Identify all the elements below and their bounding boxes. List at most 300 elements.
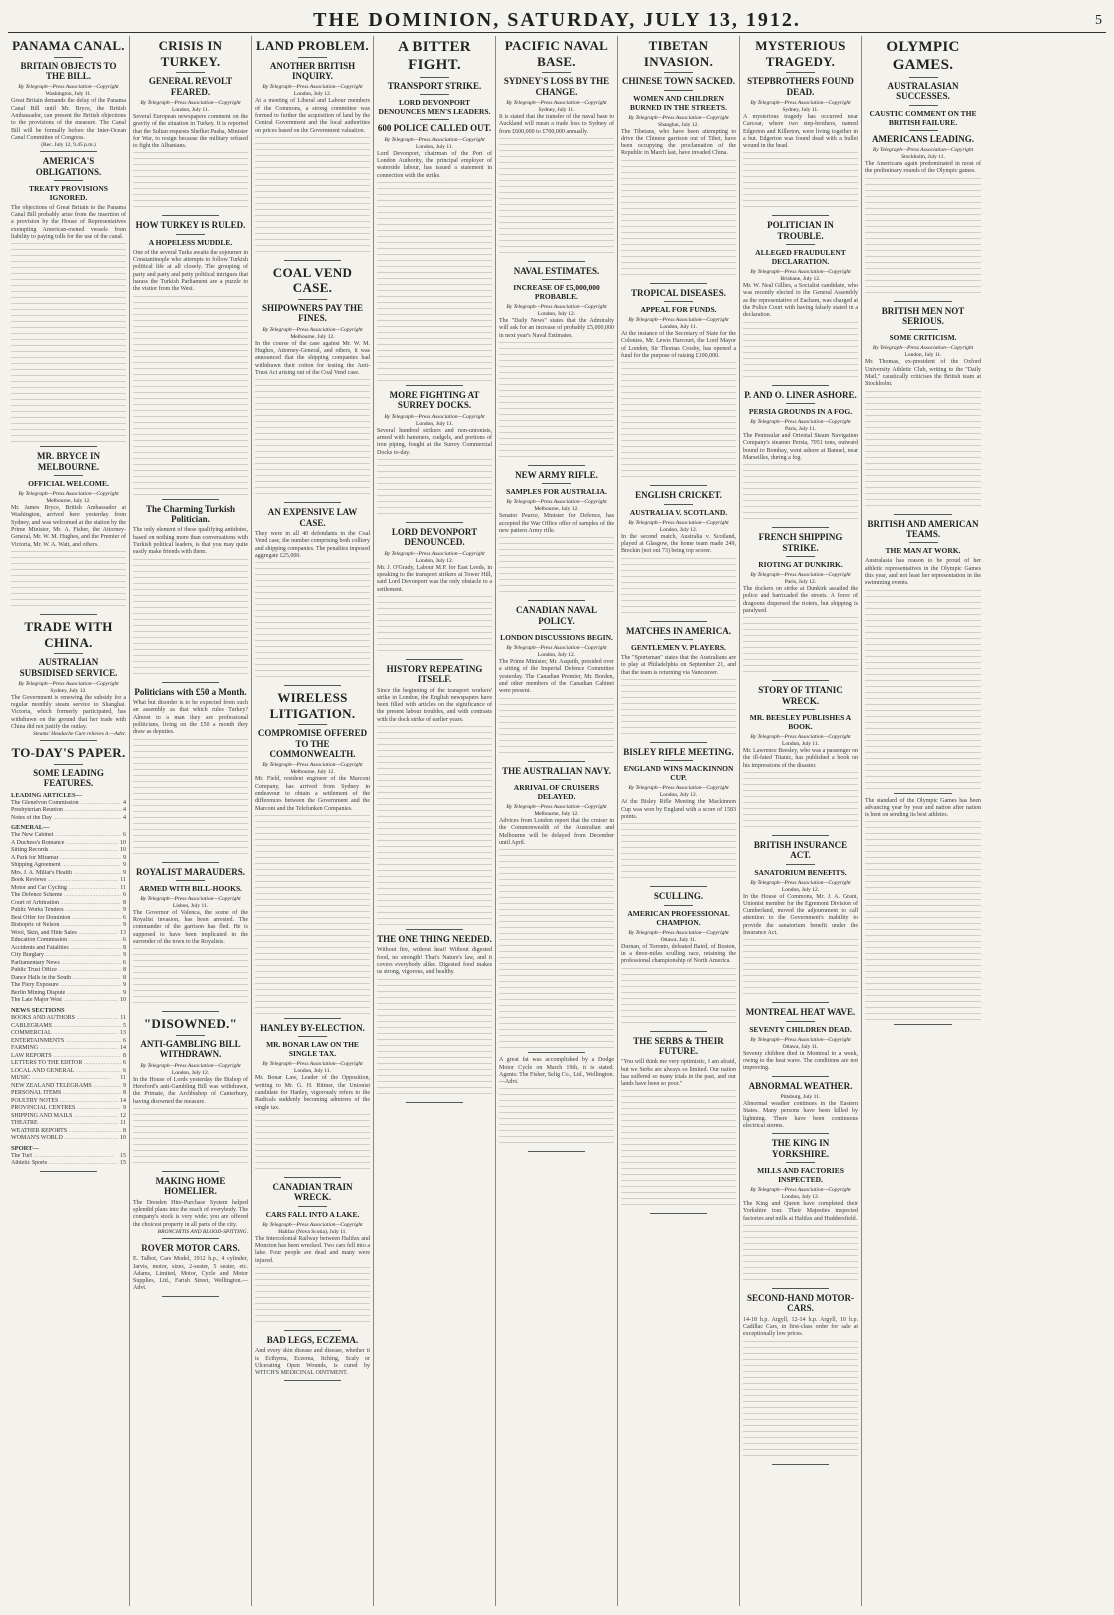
- byline: By Telegraph—Press Association—Copyright: [262, 84, 363, 91]
- dateline: Melbourne, July 12.: [46, 498, 91, 505]
- article-divider: [284, 1330, 342, 1331]
- article-body: The Tibetans, who have been attempting to drive the Chinese garrison out of Tibet, have been occupying the proclamation of the Republic in March last, have invaded China.: [621, 128, 736, 157]
- contents-item-page: 8: [123, 899, 126, 906]
- subheadline: P. AND O. LINER ASHORE.: [744, 389, 857, 400]
- subheadline: LORD DEVONPORT DENOUNCED.: [391, 526, 478, 548]
- article-divider: [40, 151, 98, 152]
- column-2: [130, 36, 252, 1606]
- text-lines: [621, 1090, 736, 1210]
- byline: By Telegraph—Press Association—Copyright: [18, 491, 119, 498]
- article-divider: [650, 742, 708, 743]
- divider: [909, 329, 938, 330]
- text-lines: [499, 698, 614, 758]
- headline: MYSTERIOUS TRAGEDY.: [755, 38, 846, 69]
- contents-item-page: 9: [123, 869, 126, 876]
- text-lines: [377, 596, 492, 656]
- byline: By Telegraph—Press Association—Copyright: [750, 269, 851, 276]
- divider: [664, 72, 693, 73]
- divider: [542, 629, 571, 630]
- subheadline: THE KING IN YORKSHIRE.: [771, 1138, 830, 1159]
- contents-item: [11, 982, 126, 990]
- article-body: Lord Devonport, chairman of the Port of London Authority, the principal employer of waterside labour, has issued a statement in connection with the strike.: [377, 150, 492, 179]
- article-divider: [162, 1171, 220, 1172]
- article: [499, 266, 614, 466]
- contents-item: [11, 1135, 126, 1143]
- divider: [786, 1162, 815, 1163]
- contents-section: GENERAL—: [11, 824, 50, 832]
- byline: By Telegraph—Press Association—Copyright: [384, 136, 485, 143]
- contents-item-page: 6: [123, 1037, 126, 1044]
- contents-item: [11, 960, 126, 968]
- article: [499, 605, 614, 761]
- article: [743, 1007, 858, 1076]
- subheadline: NAVAL ESTIMATES.: [513, 265, 600, 276]
- text-lines: [255, 815, 370, 1015]
- byline: By Telegraph—Press Association—Copyright: [140, 1062, 241, 1069]
- byline: By Telegraph—Press Association—Copyright: [262, 326, 363, 333]
- article-divider: [894, 793, 952, 794]
- dateline: Sydney, July 11.: [538, 106, 575, 113]
- advert-line: Steams' Headache Cure relieves it.—Advt.: [32, 731, 126, 738]
- contents-item: [11, 1098, 126, 1106]
- byline: By Telegraph—Press Association—Copyright: [262, 762, 363, 769]
- article-body: The Prime Minister, Mr. Asquith, presided over a sitting of the Imperial Defence Committee yesterday. The Canadian Premier, Mr. Borden, and other members of the Canadian Cabinet were present.: [499, 659, 614, 695]
- article-divider: [162, 1296, 220, 1297]
- subheadline-2: ENGLAND WINS MACKINNON CUP.: [623, 764, 734, 783]
- article-body: The only element of these qualifying antidotes, based on nothing more than conversations with Turkish political leaders, is that you may quite easily make friends with them.: [133, 527, 248, 556]
- article-body: The Americans again predominated in most of the preliminary rounds of the Olympic games.: [865, 161, 981, 175]
- received-tag: (Rec. July 12, 9.45 p.m.): [41, 142, 96, 149]
- article-body: Several European newspapers comment on the gravity of the situation in Turkey. It is reported that the Sultan requests Shefket Pasha, Minister for War, to resign because the military refused to fight the Albanians.: [133, 113, 248, 150]
- article-divider: [406, 659, 464, 660]
- article-body: Mr. Thomas, ex-president of the Oxford University Athletic Club, writing to the "Daily Mail," caustically criticises the British team at Stockholm.: [865, 359, 981, 388]
- dateline: London, July 12.: [781, 886, 820, 893]
- headline: TIBETAN INVASION.: [643, 38, 714, 69]
- article-body: A mysterious tragedy has occurred near Carcoar, where two step-brothers, named Edgerton and Killerton, were living together in a hut. Edgerton was found dead with a bullet wound in the head.: [743, 113, 858, 150]
- contents-item-page: 14: [120, 1097, 126, 1104]
- dateline: London, July 12.: [659, 792, 698, 799]
- contents-item-page: 9: [123, 854, 126, 861]
- subheadline: BRITAIN OBJECTS TO THE BILL.: [20, 60, 117, 81]
- article: [743, 38, 858, 216]
- subheadline: NEW ARMY RIFLE.: [515, 470, 598, 481]
- subheadline: ROVER MOTOR CARS.: [141, 1242, 240, 1253]
- subheadline-2: APPEAL FOR FUNDS.: [640, 305, 717, 315]
- contents-item-page: 4: [123, 807, 126, 814]
- article-body: Great Britain demands the delay of the Panama Canal Bill until Mr. Bryce, the British Ambassador, can present the British objections to the provisions of the measure. The Canal Bill will be formally before the Inter-Ocean Canal Committee of Congress.: [11, 98, 126, 141]
- byline: By Telegraph—Press Association—Copyright: [506, 803, 607, 810]
- contents-item: [11, 1053, 126, 1061]
- byline: By Telegraph—Press Association—Copyright: [262, 1221, 363, 1228]
- article: [377, 390, 492, 523]
- contents-item: [11, 885, 126, 893]
- divider: [54, 475, 83, 476]
- text-lines: [11, 243, 126, 443]
- byline: By Telegraph—Press Association—Copyright: [140, 99, 241, 106]
- subheadline-2: LONDON DISCUSSIONS BEGIN.: [500, 633, 613, 643]
- byline: By Telegraph—Press Association—Copyright: [384, 550, 485, 557]
- contents-item-label: PROVINCIAL CENTRES .....: [11, 1105, 121, 1113]
- subheadline: CHINESE TOWN SACKED.: [622, 76, 735, 87]
- contents-item-page: 9: [123, 922, 126, 929]
- contents-item: [11, 1120, 126, 1128]
- subheadline: CANADIAN TRAIN WRECK.: [272, 1181, 353, 1203]
- contents-item: [11, 1068, 126, 1076]
- contents-item-page: 10: [120, 997, 126, 1004]
- text-lines: [255, 1267, 370, 1327]
- subheadline: COMPROMISE OFFERED TO THE COMMONWEALTH.: [257, 728, 368, 760]
- dateline: London, July 12.: [415, 557, 454, 564]
- article: [133, 220, 248, 499]
- subheadline-2: AUSTRALIA V. SCOTLAND.: [629, 507, 728, 517]
- contents-item-page: 13: [120, 1030, 126, 1037]
- headline: TRADE WITH CHINA.: [24, 618, 113, 650]
- article: [621, 288, 736, 487]
- contents-item-page: 4: [123, 799, 126, 806]
- dateline: Melbourne, July 12.: [290, 333, 335, 340]
- article: [133, 38, 248, 216]
- article-divider: [772, 215, 830, 216]
- contents-item-label: LAW REPORTS .....: [11, 1053, 121, 1061]
- article-divider: [162, 1011, 220, 1012]
- byline: By Telegraph—Press Association—Copyright: [872, 345, 974, 352]
- article: [133, 1243, 248, 1297]
- divider: [664, 639, 693, 640]
- article: [865, 306, 981, 515]
- contents-item-label: Bishopric of Nelson .....: [11, 922, 121, 930]
- contents-item-page: 11: [120, 1015, 126, 1022]
- divider: [786, 72, 815, 73]
- article-body: Since the beginning of the transport workers' strike in London, the English newspapers have been filled with articles on the significance of the present labour troubles, and with contrasts with the dock strike of earlier years.: [377, 687, 492, 723]
- column-4: [374, 36, 496, 1606]
- subheadline-2: RIOTING AT DUNKIRK.: [758, 559, 843, 569]
- contents-item: [11, 952, 126, 960]
- text-lines: [743, 939, 858, 999]
- article-divider: [772, 1464, 830, 1465]
- dateline: London, July 11.: [904, 352, 942, 359]
- subheadline: MAKING HOME HOMELIER.: [155, 1175, 226, 1197]
- text-lines: [133, 296, 248, 496]
- article-divider: [162, 1238, 220, 1239]
- article: [499, 38, 614, 262]
- contents-item-label: Court of Arbitration .....: [11, 900, 121, 908]
- subheadline-2: SEVENTY CHILDREN DEAD.: [749, 1024, 852, 1034]
- divider: [909, 77, 938, 78]
- byline: By Telegraph—Press Association—Copyright: [384, 413, 485, 420]
- contents-item-page: 11: [120, 884, 126, 891]
- contents-item-page: 6: [123, 937, 126, 944]
- article-body: Mr. James Bryce, British Ambassador at Washington, arrived here yesterday from Sydney, and was welcomed at the station by the Prime Minister, Mr. A. Fisher, the Attorney-General, Mr. W. M. Hughes, and the Premier of Victoria, Mr. W. A. Watt, and others.: [11, 505, 126, 548]
- byline: By Telegraph—Press Association—Copyright: [140, 895, 241, 902]
- article-divider: [162, 499, 220, 500]
- divider: [664, 301, 693, 302]
- contents-item: [11, 815, 126, 823]
- contents-item-label: The Defence Scheme .....: [11, 892, 121, 900]
- text-lines: [865, 590, 981, 790]
- subheadline: AUSTRALIAN SUBSIDISED SERVICE.: [19, 657, 118, 678]
- subheadline-2: PERSIA GROUNDS IN A FOG.: [748, 407, 853, 417]
- dateline: London, July 12.: [537, 652, 576, 659]
- divider: [420, 77, 449, 78]
- article-divider: [40, 446, 98, 447]
- contents-item: [11, 1015, 126, 1023]
- text-lines: [621, 362, 736, 482]
- contents-item: [11, 877, 126, 885]
- subheadline: BISLEY RIFLE MEETING.: [623, 746, 734, 757]
- subheadline-2: MR. BEESLEY PUBLISHES A BOOK.: [749, 712, 852, 731]
- contents-item-label: ENTERTAINMENTS .....: [11, 1038, 121, 1046]
- article: [621, 1036, 736, 1215]
- subheadline: BRITISH MEN NOT SERIOUS.: [881, 305, 965, 326]
- article-divider: [772, 680, 830, 681]
- contents-item-label: Sitting Records .....: [11, 847, 118, 855]
- contents-item-label: The Late Major West .....: [11, 997, 118, 1005]
- article-body: Senator Pearce, Minister for Defence, has accepted the War Office offer of samples of the new pattern Army rifle.: [499, 513, 614, 535]
- text-lines: [255, 562, 370, 682]
- article-divider: [772, 527, 830, 528]
- byline: By Telegraph—Press Association—Copyright: [750, 1036, 851, 1043]
- contents-item-page: 6: [123, 914, 126, 921]
- contents-item: [11, 1090, 126, 1098]
- article-body: At a meeting of Liberal and Labour members of the Commons, a strong committee was formed to further the acquisition of land by the Central Government and the local authorities on prices based on the Government valuation.: [255, 98, 370, 134]
- contents-item: [11, 900, 126, 908]
- text-lines: [377, 459, 492, 519]
- text-lines: [743, 464, 858, 524]
- article-divider: [894, 1024, 952, 1025]
- contents-item-page: 15: [120, 1160, 126, 1167]
- contents-item-label: Dance Halls in the South .....: [11, 975, 121, 983]
- subheadline: ENGLISH CRICKET.: [635, 490, 722, 501]
- dateline: Melbourne, July 12.: [290, 769, 335, 776]
- dateline: Stockholm, July 11.: [901, 154, 945, 161]
- contents-item-page: 8: [123, 1052, 126, 1059]
- contents-item: [11, 1023, 126, 1031]
- article-divider: [406, 522, 464, 523]
- dateline: Melbourne, July 12.: [534, 506, 579, 513]
- byline: By Telegraph—Press Association—Copyright: [750, 99, 851, 106]
- advert-line: BRONCHITIS AND BLOOD-SPITTING.: [157, 1228, 248, 1235]
- contents-item: [11, 1153, 126, 1161]
- dateline: London, July 12.: [781, 1193, 820, 1200]
- divider: [54, 57, 83, 58]
- article: [255, 38, 370, 261]
- subheadline-2: WOMEN AND CHILDREN BURNED IN THE STREETS.: [630, 93, 727, 112]
- headline: PANAMA CANAL.: [12, 38, 125, 53]
- subheadline: BRITISH AND AMERICAN TEAMS.: [867, 518, 979, 539]
- article: [377, 38, 492, 386]
- text-lines: [255, 137, 370, 257]
- contents-item-page: 8: [123, 1127, 126, 1134]
- article: [743, 840, 858, 1004]
- dateline: London, July 11.: [781, 740, 820, 747]
- contents-item-label: THEATRE .....: [11, 1120, 118, 1128]
- article-body: The "Daily News" states that the Admiralty will ask for an increase of probably £5,000,000 in next year's Naval Estimates.: [499, 318, 614, 339]
- contents-item-label: Mrs. J. A. Millar's Health .....: [11, 870, 121, 878]
- dateline: Sydney, July 11.: [782, 106, 819, 113]
- contents-item-label: The New Cabinet .....: [11, 832, 121, 840]
- text-lines: [743, 772, 858, 832]
- article: [133, 1016, 248, 1172]
- divider: [542, 483, 571, 484]
- article-divider: [40, 1171, 98, 1172]
- subheadline-2: AMERICAN PROFESSIONAL CHAMPION.: [627, 908, 730, 927]
- contents-item-label: Motor and Car Cycling .....: [11, 885, 118, 893]
- byline: By Telegraph—Press Association—Copyright: [628, 785, 729, 792]
- article: [743, 532, 858, 681]
- contents-item-label: FARMING .....: [11, 1045, 118, 1053]
- divider: [786, 709, 815, 710]
- contents-item-page: 10: [120, 847, 126, 854]
- contents-item-label: City Burglary .....: [11, 952, 121, 960]
- byline: By Telegraph—Press Association—Copyright: [750, 879, 851, 886]
- subheadline: STORY OF TITANIC WRECK.: [758, 685, 843, 706]
- contents-item: [11, 1045, 126, 1053]
- contents-item: [11, 1060, 126, 1068]
- contents-section: SPORT—: [11, 1144, 39, 1152]
- text-lines: [743, 1225, 858, 1285]
- subheadline-3: 600 POLICE CALLED OUT.: [377, 123, 492, 134]
- column-1: [8, 36, 130, 1606]
- contents-item-label: Accidents and Fatalities .....: [11, 945, 121, 953]
- subheadline: ANOTHER BRITISH INQUIRY.: [269, 60, 356, 81]
- text-lines: [621, 558, 736, 618]
- article-divider: [650, 283, 708, 284]
- text-lines: [255, 1114, 370, 1174]
- contents-item: [11, 832, 126, 840]
- contents-item-page: 10: [120, 839, 126, 846]
- article: [255, 1023, 370, 1178]
- divider: [420, 119, 449, 120]
- divider: [664, 90, 693, 91]
- subheadline: Politicians with £50 a Month.: [134, 686, 247, 697]
- subheadline-2: LORD DEVONPORT DENOUNCES MEN'S LEADERS.: [378, 98, 491, 117]
- byline: By Telegraph—Press Association—Copyright: [628, 317, 729, 324]
- article-body: Mr. Lawrence Beesley, who was a passenger on the ill-fated Titanic, has published a book on his impressions of the disaster.: [743, 747, 858, 769]
- column-8: [862, 36, 984, 1606]
- divider: [298, 1206, 327, 1207]
- subheadline-2: ARRIVAL OF CRUISERS DELAYED.: [513, 782, 600, 801]
- article: [743, 1293, 858, 1465]
- subheadline: CANADIAN NAVAL POLICY.: [516, 605, 597, 626]
- divider: [542, 779, 571, 780]
- divider: [176, 234, 205, 235]
- divider: [786, 244, 815, 245]
- contents-item-label: POULTRY NOTES .....: [11, 1098, 118, 1106]
- divider: [298, 57, 327, 58]
- contents-item: [11, 862, 126, 870]
- subheadline-2: MR. BONAR LAW ON THE SINGLE TAX.: [266, 1040, 359, 1059]
- article-body: E. Talbot, Cars Model, 1912 h.p., 4 cylinder, Jarvis, motor, sizes, 2-seater, 5 seater, etc. Adams, Limited, Motor, Cycle and Motor Supplies, Ltd., Farish Street, Wellington.—Advt.: [133, 1256, 248, 1292]
- column-6: [618, 36, 740, 1606]
- contents-item: [11, 840, 126, 848]
- article: [743, 685, 858, 836]
- subheadline-2: CAUSTIC COMMENT ON THE BRITISH FAILURE.: [869, 108, 977, 127]
- article: [621, 747, 736, 887]
- article-body: Mr. W. Neal Gillies, a Socialist candidate, who was recently elected to the General Assembly as the representative of Eacham, was charged at the Police Court with having falsely stated in a declaration.: [743, 283, 858, 319]
- text-lines: [377, 726, 492, 926]
- article-body: And every skin disease and disease, whether it is Ecthyma, Eczema, Itching, Scaly or Ulcerating Open Wounds, is cured by WITCH'S MEDICINAL OINTMENT.: [255, 1348, 370, 1377]
- divider: [786, 556, 815, 557]
- article-divider: [650, 886, 708, 887]
- article-body: A great fat was accomplished by a Dodge Motor Cycle on March 19th, it is stated. Agents: The Fisher, Selig Co., Ltd., Wellington.—Advt.: [499, 1057, 614, 1086]
- article-body: The objections of Great Britain to the Panama Canal Bill probably arise from the insertion of a provision by the House of Representatives exempting American-owned vessels from liability to paying tolls for the use of the canal.: [11, 204, 126, 241]
- contents-item-page: 11: [120, 877, 126, 884]
- page-number: 5: [1095, 13, 1102, 28]
- article-divider: [528, 600, 586, 601]
- text-lines: [865, 178, 981, 298]
- subheadline-2: SANATORIUM BENEFITS.: [754, 867, 847, 877]
- dateline: Shanghai, July 12.: [658, 121, 699, 128]
- subheadline: POLITICIAN IN TROUBLE.: [767, 220, 834, 241]
- contents-item-page: 9: [123, 982, 126, 989]
- subheadline: GENERAL REVOLT FEARED.: [148, 76, 233, 97]
- contents-item-page: 5: [123, 1022, 126, 1029]
- article-divider: [650, 485, 708, 486]
- contents-item-page: 4: [123, 814, 126, 821]
- article-divider: [772, 835, 830, 836]
- article: [255, 507, 370, 686]
- contents-item: [11, 945, 126, 953]
- text-lines: [499, 138, 614, 258]
- subheadline-2: A HOPELESS MUDDLE.: [148, 237, 233, 247]
- text-lines: [499, 1088, 614, 1148]
- subheadline: SHIPOWNERS PAY THE FINES.: [261, 303, 364, 324]
- text-lines: [865, 821, 981, 1021]
- contents-item: [11, 975, 126, 983]
- byline: By Telegraph—Press Association—Copyright: [18, 84, 119, 91]
- article-body: The Governor of Valenca, the scene of the Royalist invasion, has been arrested. The commander of the garrison has fled. He is supposed to have been implicated in the surrender of the town to the Royalists.: [133, 909, 248, 946]
- contents-item-page: 14: [120, 1045, 126, 1052]
- byline: By Telegraph—Press Association—Copyright: [506, 499, 607, 506]
- dateline: Washington, July 11.: [45, 91, 92, 98]
- subheadline-2: SOME CRITICISM.: [889, 333, 957, 343]
- contents-item-page: 6: [123, 959, 126, 966]
- subheadline: The Charming Turkish Politician.: [145, 503, 236, 524]
- article-divider: [772, 1076, 830, 1077]
- byline: By Telegraph—Press Association—Copyright: [628, 929, 729, 936]
- article-body: In the course of the case against Mr. W. M. Hughes, Attorney-General, and others, it was announced that the shipping companies had withdrawn their cotton for testing the Anti-Trust Act arising out of the Coal Vend case.: [255, 340, 370, 376]
- article-divider: [772, 1133, 830, 1134]
- divider: [664, 905, 693, 906]
- article: [621, 38, 736, 284]
- dateline: London, July 11.: [415, 143, 454, 150]
- text-lines: [865, 391, 981, 511]
- contents-item: [11, 915, 126, 923]
- dateline: Ottawa, July 11.: [660, 936, 697, 943]
- article: [255, 1182, 370, 1331]
- article-body: It is stated that the transfer of the naval base to Auckland will mean a trade loss to Sydney of from £600,000 to £700,000 annually.: [499, 113, 614, 135]
- contents-item-page: 11: [120, 1075, 126, 1082]
- text-lines: [499, 537, 614, 597]
- article-divider: [406, 1102, 464, 1103]
- subheadline-2: MILLS AND FACTORIES INSPECTED.: [757, 1165, 844, 1184]
- text-lines: [621, 679, 736, 739]
- contents-item-label: PERSONAL ITEMS .....: [11, 1090, 121, 1098]
- article-body: Advices from London report that the cruiser in the Commonwealth of the Australian and Melbourne will be delayed from December until April.: [499, 817, 614, 846]
- text-lines: [743, 322, 858, 382]
- contents-item-page: 6: [123, 832, 126, 839]
- divider: [176, 72, 205, 73]
- article: [621, 891, 736, 1031]
- dateline: London, July 12.: [537, 311, 576, 318]
- article-body: Australasia has reason to be proud of her athletic representatives in the Olympic Games this year, and not least her representation in the swimming events.: [865, 558, 981, 587]
- article-body: At the instance of the Secretary of State for the Colonies, Mr. Lewis Harcourt, the Lord Mayor of London, Sir Thomas Crosby, has opened a fund for the purpose of raising £100,000.: [621, 331, 736, 360]
- contents-item-label: A Duchess's Romance .....: [11, 840, 118, 848]
- subheadline: STEPBROTHERS FOUND DEAD.: [747, 76, 854, 97]
- divider: [786, 403, 815, 404]
- text-lines: [133, 152, 248, 212]
- subheadline: SECOND-HAND MOTOR-CARS.: [746, 1292, 855, 1314]
